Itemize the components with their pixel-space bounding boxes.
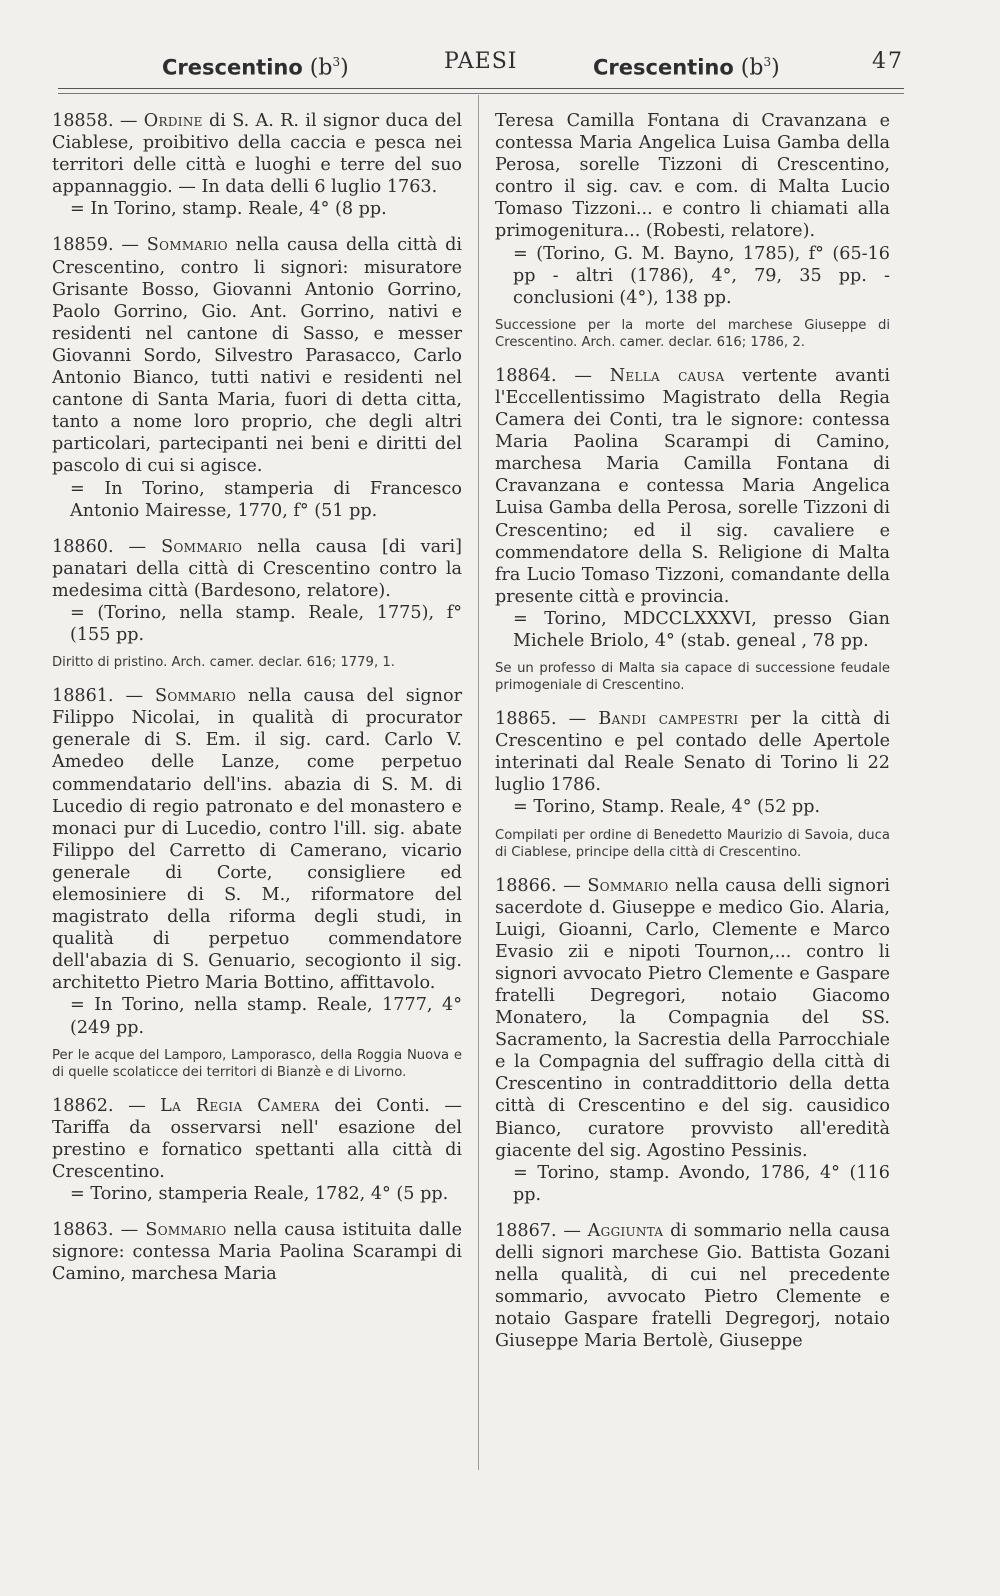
entry-keyword: Aggiunta xyxy=(587,1220,664,1241)
left-column xyxy=(52,110,462,1285)
entry-note: Per le acque del Lamporo, Lamporasco, della Roggia Nuova e di quelle scolaticce dei territori di Bianzè e di Livorno. xyxy=(52,1047,462,1080)
entry-imprint: = Torino, MDCCLXXXVI, presso Gian Michele Briolo, 4° (stab. geneal , 78 pp. xyxy=(513,608,890,651)
entry-18858 xyxy=(52,110,462,220)
entry-imprint: = Torino, stamperia Reale, 1782, 4° (5 pp. xyxy=(70,1184,449,1205)
entry-body: 18861. — Sommario nella causa del signor Filippo Nicolai, in qualità di procurator generale di S. Em. il sig. card. Carlo V. Amedeo delle Lanze, come perpetuo commendatario dell'ins. abazia di S. M. di Lucedio di regio patronato e del monastero e monaci pur di Lucedio, contro l'ill. sig. abate Filippo del Carretto di Camerano, vicario generale di Corte, consigliere ed elemosiniere di S. M., riformatore del magistrato della riforma degli studi, in qualità di perpetuo commendatore dell'abazia di S. Genuario, secogionto il sig. architetto Pietro Maria Bottino, affittavolo. xyxy=(52,686,463,994)
entry-imprint: = (Torino, nella stamp. Reale, 1775), f° (155 pp. xyxy=(70,602,462,646)
entry-keyword: Sommario xyxy=(161,536,243,557)
entry-keyword: Sommario xyxy=(145,1220,227,1241)
entry-body: 18860. — Sommario nella causa [di vari] panatari della città di Crescentino contro la medesima città (Bardesono, relatore). xyxy=(52,536,463,601)
header-left-title: Crescentino $(b^3)$ xyxy=(162,55,349,81)
entry-keyword: Sommario xyxy=(146,235,228,256)
entry-18862 xyxy=(52,1095,462,1205)
entry-body: Teresa Camilla Fontana di Cravanzana e contessa Maria Angelica Luisa Gamba della Perosa, sorelle Tizzoni di Crescentino, contro il sig. cav. e com. di Malta Lucio Tomaso Tizzoni... e contro li chiamati alla primogenitura... (Robesti, relatore). xyxy=(495,111,890,242)
entry-keyword: La Regia Camera xyxy=(160,1095,320,1116)
entry-note: Compilati per ordine di Benedetto Maurizio di Savoia, duca di Ciablese, principe della città di Crescentino. xyxy=(495,827,890,860)
page-number: 47 xyxy=(872,49,904,74)
entry-18867 xyxy=(495,1220,890,1353)
entry-keyword: Ordine xyxy=(143,111,203,131)
entry-18863 xyxy=(52,1219,462,1285)
column-divider xyxy=(478,95,479,1470)
entry-number: 18865. xyxy=(495,709,557,730)
entry-body: 18862. — La Regia Camera dei Conti. — Tariffa da osservarsi nell' esazione del prestino e fornatico spettanti alla città di Crescentino. xyxy=(52,1095,462,1182)
entry-keyword: Sommario xyxy=(587,875,669,896)
entry-body: 18859. — Sommario nella causa della città di Crescentino, contro li signori: misuratore Grisante Bosso, Giovanni Antonio Gorrino, Paolo Gorrino, Gio. Ant. Gorrino, nativi e residenti nel cantone di Sasso, e messer Giovanni Sordo, Silvestro Parasacco, Carlo Antonio Bianco, tutti nativi e residenti nel cantone di Santa Maria, fuori di detta citta, tanto a nome loro proprio, che degli altri particolari, partecipanti nei beni e diritti del pascolo di cui si agisce. xyxy=(52,235,463,477)
entry-imprint: = (Torino, G. M. Bayno, 1785), f° (65-16 pp - altri (1786), 4°, 79, 35 pp. - conclusioni (4°), 138 pp. xyxy=(513,243,890,308)
entry-keyword: Nella causa xyxy=(609,365,725,386)
entry-body: 18864. — Nella causa vertente avanti l'Eccellentissimo Magistrato della Regia Camera dei Conti, tra le signore: contessa Maria Paolina Scarampi di Camino, marchesa Maria Camilla Fontana di Cravanzana e contessa Maria Angelica Luisa Gamba della Perosa, sorelle Tizzoni di Crescentino; ed il sig. cavaliere e commendatore della S. Religione di Malta fra Lucio Tomaso Tizzoni, comandante della presente città e provincia. xyxy=(495,365,891,607)
entry-note: Successione per la morte del marchese Giuseppe di Crescentino. Arch. camer. declar. 616; 1786, 2. xyxy=(495,317,890,350)
entry-number: 18863. xyxy=(52,1220,114,1241)
entry-number: 18864. xyxy=(495,365,557,386)
entry-18863-continued xyxy=(495,110,890,351)
entry-imprint: = Torino, stamp. Avondo, 1786, 4° (116 pp. xyxy=(513,1162,890,1205)
entry-note: Se un professo di Malta sia capace di successione feudale primogeniale di Crescentino. xyxy=(495,661,890,694)
entry-body: 18866. — Sommario nella causa delli signori sacerdote d. Giuseppe e medico Gio. Alaria, Luigi, Gioanni, Carlo, Clemente e Marco Evasio zii e nipoti Tournon,... contro li signori avvocato Pietro Clemente e Gaspare fratelli Degregori, notaio Giacomo Monatero, la Compagnia del SS. Sacramento, la Sacrestia della Parrocchiale e la Compagnia del suffragio della città di Crescentino in contraddittorio della detta città di Crescentino e del sig. causidico Bianco, curatore provvisto all'eredità giacente del sig. Agostino Pessinis. xyxy=(495,875,891,1161)
entry-number: 18867. xyxy=(495,1220,557,1241)
entry-number: 18862. xyxy=(52,1095,114,1116)
entry-body: 18865. — Bandi campestri per la città di Crescentino e pel contado delle Apertole interinati dal Reale Senato di Torino li 22 luglio 1786. xyxy=(495,709,890,796)
entry-imprint: = In Torino, stamperia di Francesco Antonio Mairesse, 1770, f° (51 pp. xyxy=(70,478,462,521)
header-right-title: Crescentino $(b^3)$ xyxy=(593,55,780,81)
entry-note: Diritto di pristino. Arch. camer. declar. 616; 1779, 1. xyxy=(52,655,395,671)
header-rule-thin xyxy=(58,93,904,94)
header-rule xyxy=(58,88,904,89)
entry-imprint: = Torino, Stamp. Reale, 4° (52 pp. xyxy=(513,797,821,818)
entry-18864 xyxy=(495,365,890,694)
entry-keyword: Bandi campestri xyxy=(598,709,739,730)
entry-imprint: = In Torino, stamp. Reale, 4° (8 pp. xyxy=(70,199,387,220)
entry-18860 xyxy=(52,536,462,671)
entry-number: 18860. xyxy=(52,536,114,557)
entry-number: 18859. xyxy=(52,235,114,256)
entry-body: 18858. — Ordine di S. A. R. il signor duca del Ciablese, proibitivo della caccia e pesca nei territori delle città e luoghi e terre del suo appannaggio. — In data delli 6 luglio 1763. xyxy=(52,111,463,198)
entry-number: 18858. xyxy=(52,111,114,131)
entry-18866 xyxy=(495,875,890,1206)
entry-keyword: Sommario xyxy=(154,686,237,707)
entry-number: 18866. xyxy=(495,875,557,896)
entry-18859 xyxy=(52,234,462,521)
right-column xyxy=(495,110,890,1353)
entry-body: 18863. — Sommario nella causa istituita dalle signore: contessa Maria Paolina Scarampi di Camino, marchesa Maria xyxy=(52,1220,462,1285)
entry-number: 18861. xyxy=(52,686,114,707)
running-header xyxy=(0,48,1000,88)
entry-18861 xyxy=(52,685,462,1081)
entry-imprint: = In Torino, nella stamp. Reale, 1777, 4° (249 pp. xyxy=(70,995,462,1038)
entry-18865 xyxy=(495,708,890,860)
header-section: PAESI xyxy=(444,49,518,74)
entry-body: 18867. — Aggiunta di sommario nella causa delli signori marchese Gio. Battista Gozani nella qualità, di cui nel precedente sommario, avvocato Pietro Clemente e notaio Gaspare fratelli Degregorj, notaio Giuseppe Maria Bertolè, Giuseppe xyxy=(495,1220,891,1352)
